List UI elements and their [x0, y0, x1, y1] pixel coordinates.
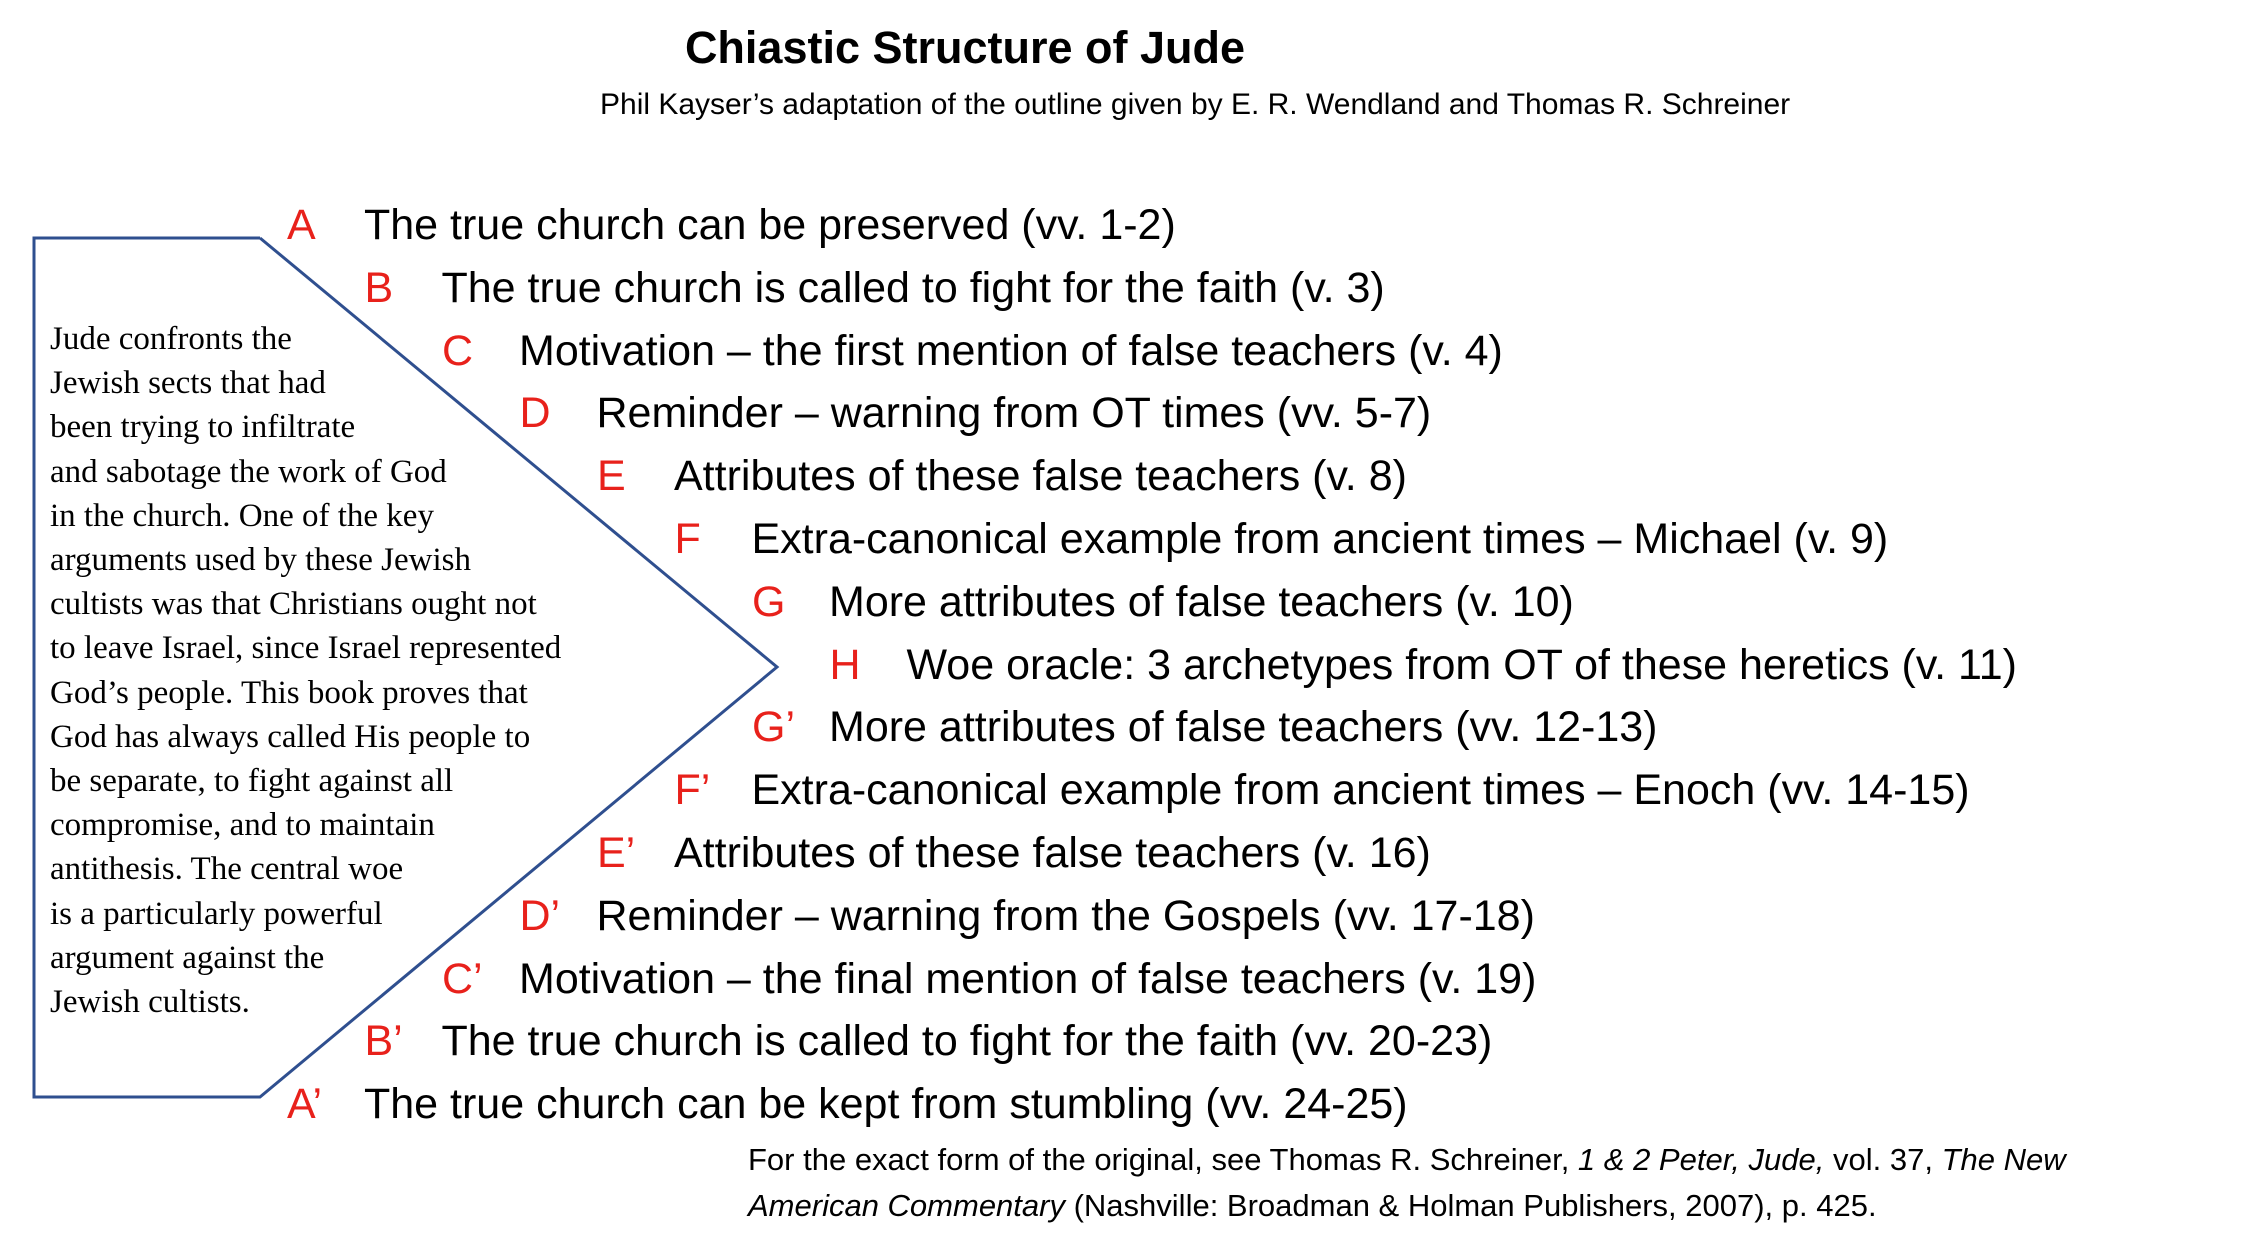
sidebar-note: [50, 317, 561, 1024]
outline-letter: E’: [597, 829, 636, 877]
footnote-line-1: [748, 1137, 2066, 1183]
sidebar-line: Jude confronts the: [50, 321, 292, 357]
outline-letter: A: [287, 201, 316, 249]
sidebar-line: argument against the: [50, 939, 325, 976]
footnote-text: vol. 37,: [1824, 1142, 1942, 1177]
outline-text: The true church is called to fight for the faith (v. 3): [441, 263, 1385, 312]
outline-letter: B’: [364, 1017, 403, 1066]
outline-text: Motivation – the first mention of false teachers (v. 4): [519, 326, 1503, 375]
sidebar-line: be separate, to fight against all: [50, 763, 454, 800]
page-title: Chiastic Structure of Jude: [684, 22, 1246, 73]
sidebar-line: and sabotage the work of God: [50, 453, 447, 490]
footnote-text: For the exact form of the original, see Thomas R. Schreiner,: [748, 1142, 1578, 1177]
sidebar-line: arguments used by these Jewish: [50, 542, 471, 579]
footnote: [748, 1137, 2066, 1229]
outline-text: More attributes of false teachers (vv. 12-13): [829, 703, 1658, 752]
sidebar-line: Jewish cultists.: [50, 984, 250, 1021]
footnote-text: (Nashville: Broadman & Holman Publishers, 2007), p. 425.: [1064, 1188, 1877, 1223]
outline-text: Reminder – warning from OT times (vv. 5-7): [596, 389, 1432, 438]
outline-text: Woe oracle: 3 archetypes from OT of these heretics (v. 11): [906, 640, 2018, 689]
outline-letter: C’: [442, 954, 483, 1003]
outline-letter: D: [519, 389, 551, 438]
sidebar-line: God’s people. This book proves that: [50, 674, 528, 711]
footnote-line-2: [748, 1183, 2066, 1229]
outline-letter: G’: [752, 703, 795, 752]
outline-letter: H: [829, 640, 861, 689]
sidebar-line: cultists was that Christians ought not: [50, 586, 537, 623]
outline-text: Extra-canonical example from ancient times – Enoch (vv. 14-15): [751, 766, 1970, 815]
outline-text: Reminder – warning from the Gospels (vv. 17-18): [596, 891, 1535, 940]
outline-text: Extra-canonical example from ancient times – Michael (v. 9): [751, 515, 1889, 563]
page-subtitle: Phil Kayser’s adaptation of the outline given by E. R. Wendland and Thomas R. Schreiner: [600, 88, 1791, 121]
sidebar-line: antithesis. The central woe: [50, 851, 404, 888]
outline-letter: A’: [287, 1080, 323, 1129]
footnote-book-title: 1 & 2 Peter, Jude,: [1577, 1142, 1825, 1177]
sidebar-line: been trying to infiltrate: [50, 409, 356, 446]
outline-text: The true church can be kept from stumbling (vv. 24-25): [364, 1080, 1408, 1129]
outline-text: Attributes of these false teachers (v. 16): [674, 829, 1431, 877]
outline-letter: D’: [519, 891, 561, 940]
outline-letter: G: [752, 577, 786, 626]
outline-letter: E: [597, 452, 626, 501]
outline-text: Motivation – the final mention of false teachers (v. 19): [519, 954, 1537, 1003]
sidebar-line: to leave Israel, since Israel represented: [50, 630, 562, 667]
sidebar-line: Jewish sects that had: [50, 365, 326, 402]
sidebar-line: compromise, and to maintain: [50, 807, 435, 844]
outline-letter: B: [364, 263, 394, 312]
sidebar-line: is a particularly powerful: [50, 895, 383, 932]
outline-text: The true church can be preserved (vv. 1-2): [364, 201, 1176, 249]
outline-letter: C: [442, 326, 474, 375]
sidebar-line: in the church. One of the key: [50, 497, 434, 534]
outline-text: The true church is called to fight for the faith (vv. 20-23): [441, 1017, 1493, 1066]
sidebar-line: God has always called His people to: [50, 718, 531, 755]
outline-text: Attributes of these false teachers (v. 8): [674, 452, 1407, 501]
outline-text: More attributes of false teachers (v. 10): [829, 577, 1574, 626]
outline-letter: F’: [674, 766, 711, 815]
outline-letter: F: [674, 515, 701, 563]
footnote-series-title: The New: [1941, 1142, 2066, 1177]
footnote-series-title: American Commentary: [748, 1188, 1065, 1223]
